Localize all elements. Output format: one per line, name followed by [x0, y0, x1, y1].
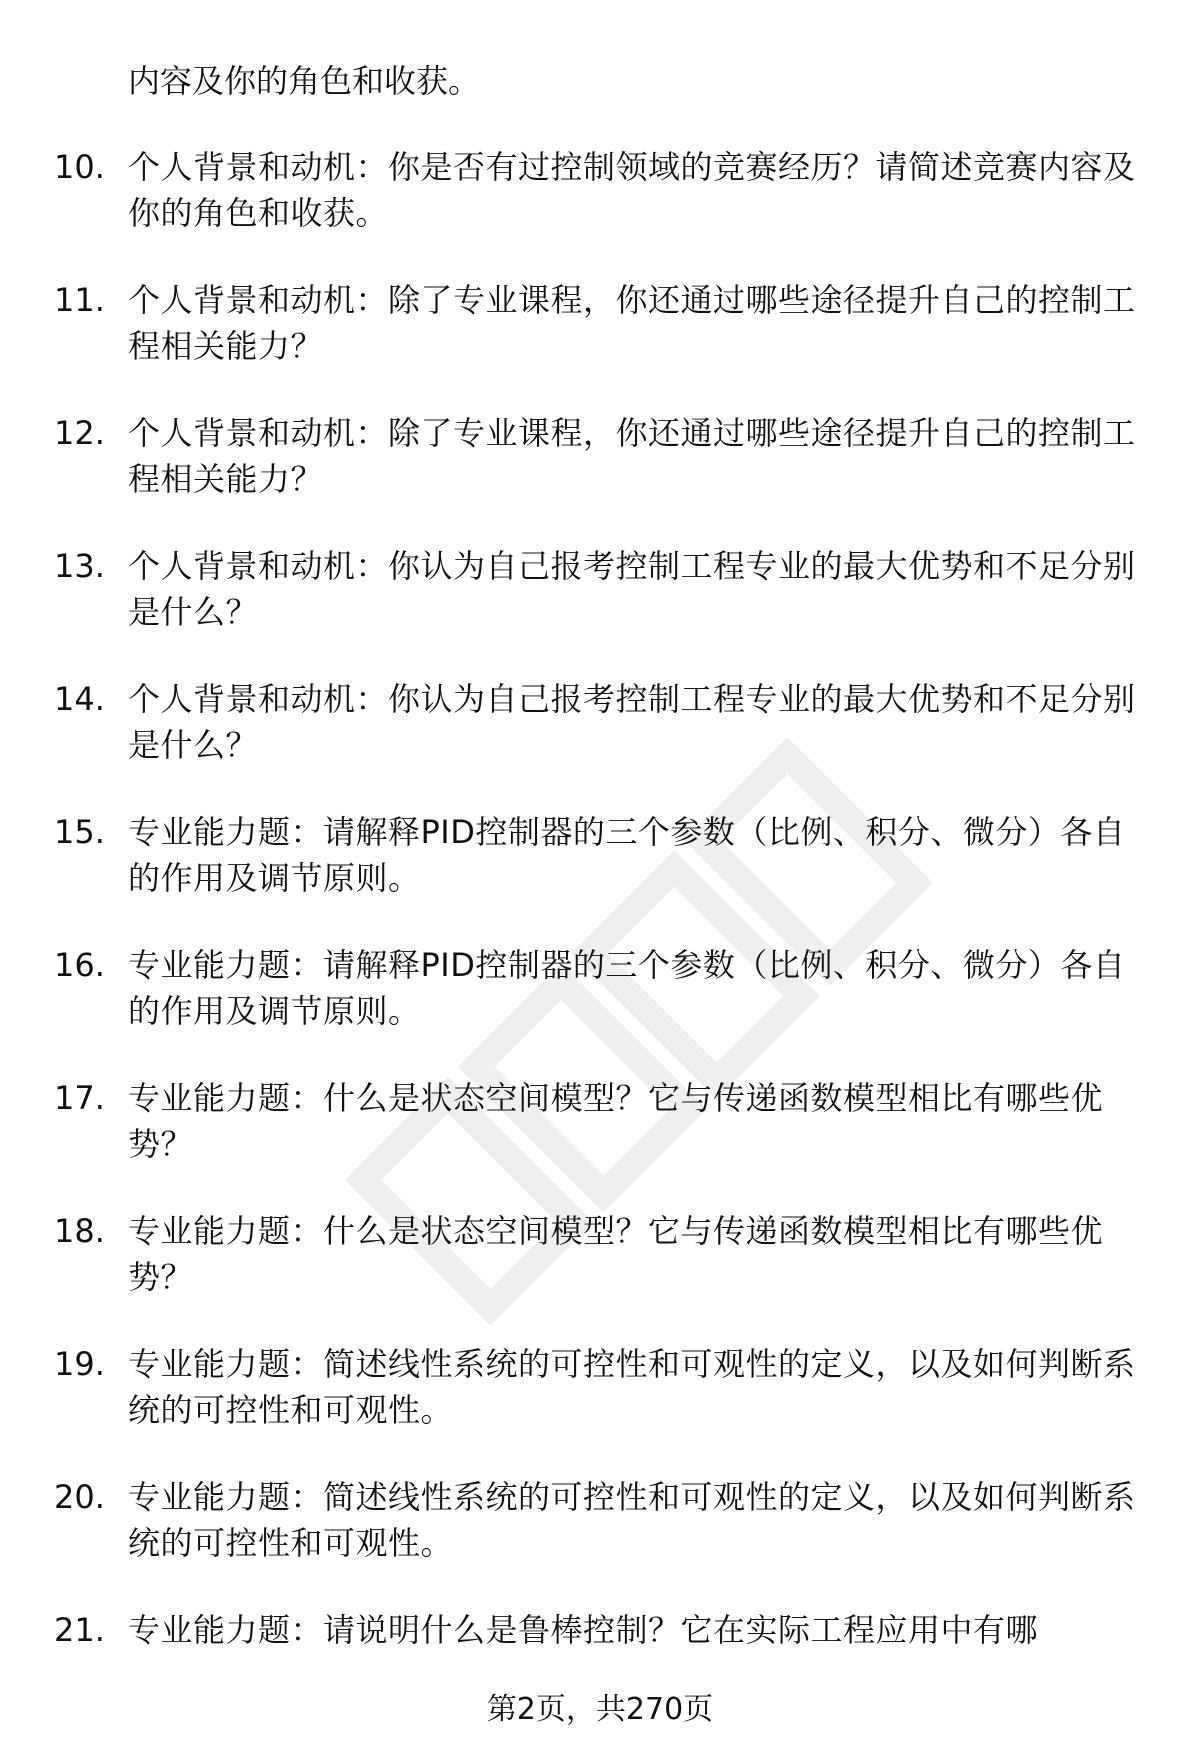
question-number: 12. [54, 414, 105, 452]
question-text: 个人背景和动机：你是否有过控制领域的竞赛经历？请简述竞赛内容及你的角色和收获。 [128, 148, 1136, 232]
question-item [0, 1607, 1200, 1653]
question-text: 个人背景和动机：你认为自己报考控制工程专业的最大优势和不足分别是什么？ [128, 547, 1136, 631]
question-text: 专业能力题：请解释PID控制器的三个参数（比例、积分、微分）各自的作用及调节原则。 [128, 813, 1126, 897]
question-text: 专业能力题：请说明什么是鲁棒控制？它在实际工程应用中有哪 [128, 1611, 1039, 1649]
question-number: 20. [54, 1478, 105, 1516]
question-number: 18. [54, 1212, 105, 1250]
question-item [0, 144, 1200, 236]
question-list [0, 144, 1200, 1653]
question-item [0, 277, 1200, 369]
question-text: 个人背景和动机：除了专业课程，你还通过哪些途径提升自己的控制工程相关能力？ [128, 414, 1136, 498]
page-footer: 第2页，共270页 [486, 1692, 714, 1727]
question-number: 10. [54, 148, 105, 186]
question-item [0, 410, 1200, 502]
question-number: 16. [54, 946, 105, 984]
question-item [0, 942, 1200, 1034]
question-number: 14. [54, 680, 105, 718]
question-text: 专业能力题：请解释PID控制器的三个参数（比例、积分、微分）各自的作用及调节原则。 [128, 946, 1126, 1030]
question-text: 专业能力题：什么是状态空间模型？它与传递函数模型相比有哪些优势？ [128, 1079, 1104, 1163]
question-text: 个人背景和动机：你认为自己报考控制工程专业的最大优势和不足分别是什么？ [128, 680, 1136, 764]
question-text: 专业能力题：什么是状态空间模型？它与传递函数模型相比有哪些优势？ [128, 1212, 1104, 1296]
question-number: 15. [54, 813, 105, 851]
question-number: 19. [54, 1345, 105, 1383]
continued-question-text: 内容及你的角色和收获。 [128, 62, 481, 100]
question-text: 个人背景和动机：除了专业课程，你还通过哪些途径提升自己的控制工程相关能力？ [128, 281, 1136, 365]
question-item [0, 809, 1200, 901]
question-item [0, 1474, 1200, 1566]
question-number: 11. [54, 281, 105, 319]
question-text: 专业能力题：简述线性系统的可控性和可观性的定义，以及如何判断系统的可控性和可观性。 [128, 1478, 1136, 1562]
question-number: 13. [54, 547, 105, 585]
document-content [0, 58, 1200, 1694]
question-item [0, 676, 1200, 768]
question-text: 专业能力题：简述线性系统的可控性和可观性的定义，以及如何判断系统的可控性和可观性。 [128, 1345, 1136, 1429]
question-number: 21. [54, 1611, 105, 1649]
question-item [0, 1208, 1200, 1300]
question-item [0, 1341, 1200, 1433]
question-item [0, 543, 1200, 635]
question-number: 17. [54, 1079, 105, 1117]
question-item [0, 1075, 1200, 1167]
